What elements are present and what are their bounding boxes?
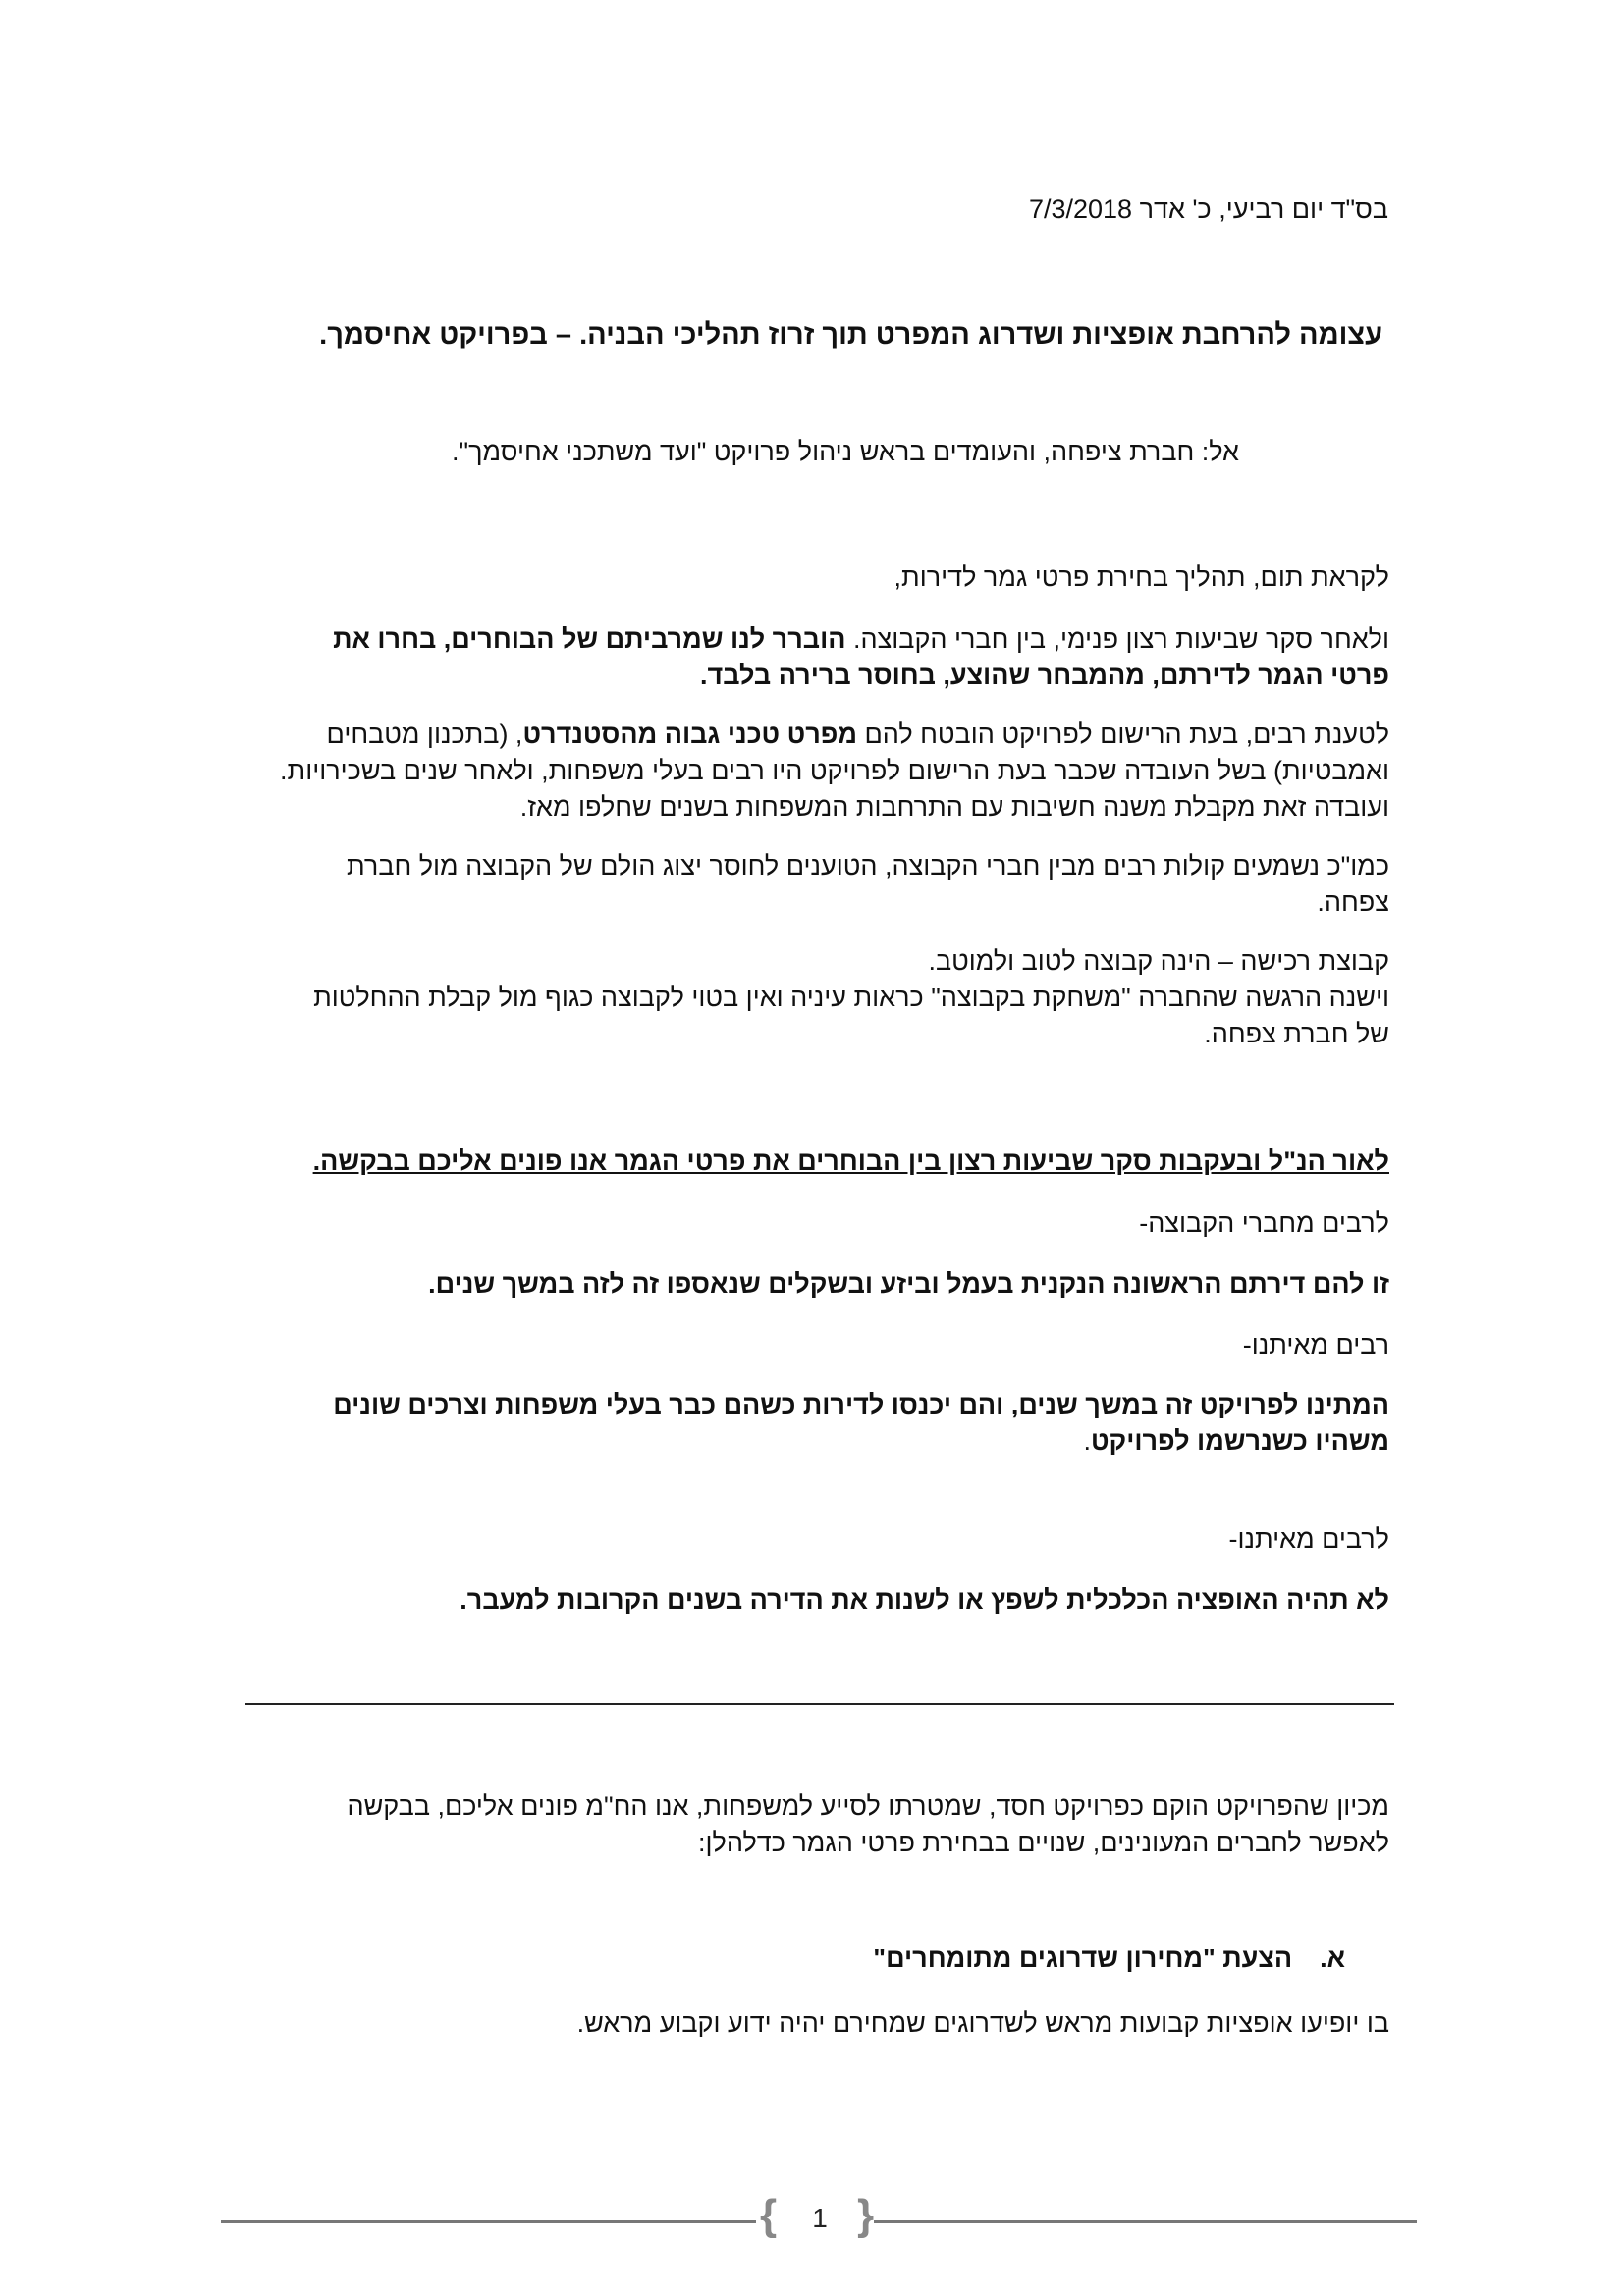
group2-paragraph	[275, 1387, 1389, 1460]
page-footer	[0, 2189, 1624, 2248]
footer-line-left	[221, 2220, 756, 2223]
group3-label: לרבים מאיתנו-	[1228, 1524, 1389, 1554]
section-a-letter: א.	[1320, 1944, 1345, 1973]
footer-brace-left-icon: {	[760, 2191, 778, 2239]
footer-brace-right-icon: }	[857, 2191, 875, 2239]
paragraph-group-line1: קבוצת רכישה – הינה קבוצה לטוב ולמוטב.	[928, 946, 1389, 976]
paragraph-promise	[275, 717, 1389, 826]
page-number: 1	[812, 2203, 828, 2233]
section-a-heading	[275, 1944, 1345, 1974]
paragraph-group	[275, 943, 1389, 1052]
section-a-text: בו יופיעו אופציות קבועות מראש לשדרוגים שמחירם יהיה ידוע וקבוע מראש.	[576, 2008, 1389, 2038]
group1-text: זו להם דירתם הראשונה הנקנית בעמל וביזע ובשקלים שנאספו זה לזה במשך שנים.	[428, 1269, 1389, 1299]
paragraph-survey	[275, 621, 1389, 694]
request-heading: לאור הנ"ל ובעקבות סקר שביעות רצון בין הבוחרים את פרטי הגמר אנו פונים אליכם בבקשה.	[312, 1147, 1389, 1176]
group1-label: לרבים מחברי הקבוצה-	[1139, 1208, 1389, 1238]
paragraph-survey-bold: הוברר לנו שמרביתם של הבוחרים, בחרו את פרטי הגמר לדירתם, מהמבחר שהוצע, בחוסר ברירה בלבד.	[333, 624, 1389, 690]
group2-text: המתינו לפרויקט זה במשך שנים, והם יכנסו לדירות כשהם כבר בעלי משפחות וצרכים שונים משהיו כשנרשמו לפרויקט	[333, 1390, 1389, 1456]
paragraph-promise-bold: מפרט טכני גבוה מהסטנדרט	[522, 720, 857, 749]
group3-text: לא תהיה האופציה הכלכלית לשפץ או לשנות את הדירה בשנים הקרובות למעבר.	[460, 1585, 1389, 1615]
paragraph-representation: כמו"כ נשמעים קולות רבים מבין חברי הקבוצה, הטוענים לחוסר יצוג הולם של הקבוצה מול חברת צפחה.	[347, 851, 1389, 917]
section-divider	[245, 1703, 1394, 1705]
addressee-line: אל: חברת ציפחה, והעומדים בראש ניהול פרויקט "ועד משתכני אחיסמך".	[451, 437, 1239, 466]
paragraph-promise-end: , (בתכנון מטבחים ואמבטיות) בשל העובדה שכבר בעת הרישום לפרויקט היו רבים בעלי משפחות, ולאחר שנים בשכירויות. ועובדה זאת מקבלת משנה חשיבות עם התרחבות המשפחות בשנים שחלפו מאז.	[280, 720, 1389, 822]
paragraph-survey-text: ולאחר סקר שביעות רצון פנימי, בין חברי הקבוצה.	[845, 624, 1389, 654]
document-title: עצומה להרחבת אופציות ושדרוג המפרט תוך זרוז תהליכי הבניה. – בפרויקט אחיסמך.	[319, 319, 1382, 350]
intro-paragraph: לקראת תום, תהליך בחירת פרטי גמר לדירות,	[893, 562, 1389, 592]
group2-label: רבים מאיתנו-	[1242, 1330, 1389, 1360]
paragraph-group-line2: וישנה הרגשה שהחברה "משחקת בקבוצה" כראות עיניה ואין בטוי לקבוצה כגוף מול קבלת ההחלטות של חברת צפחה.	[313, 983, 1389, 1048]
group2-text-end: .	[1083, 1426, 1091, 1456]
footer-line-right	[874, 2220, 1417, 2223]
section-a-title: הצעת "מחירון שדרוגים מתומחרים"	[873, 1944, 1293, 1973]
date-line: בס"ד יום רביעי, כ' אדר 7/3/2018	[1028, 194, 1388, 224]
paragraph-promise-start: לטענת רבים, בעת הרישום לפרויקט הובטח להם	[856, 720, 1389, 749]
closing-paragraph: מכיון שהפרויקט הוקם כפרויקט חסד, שמטרתו לסייע למשפחות, אנו הח"מ פונים אליכם, בבקשה לאפשר לחברים המעונינים, שנויים בבחירת פרטי הגמר כדלהלן:	[347, 1791, 1389, 1857]
